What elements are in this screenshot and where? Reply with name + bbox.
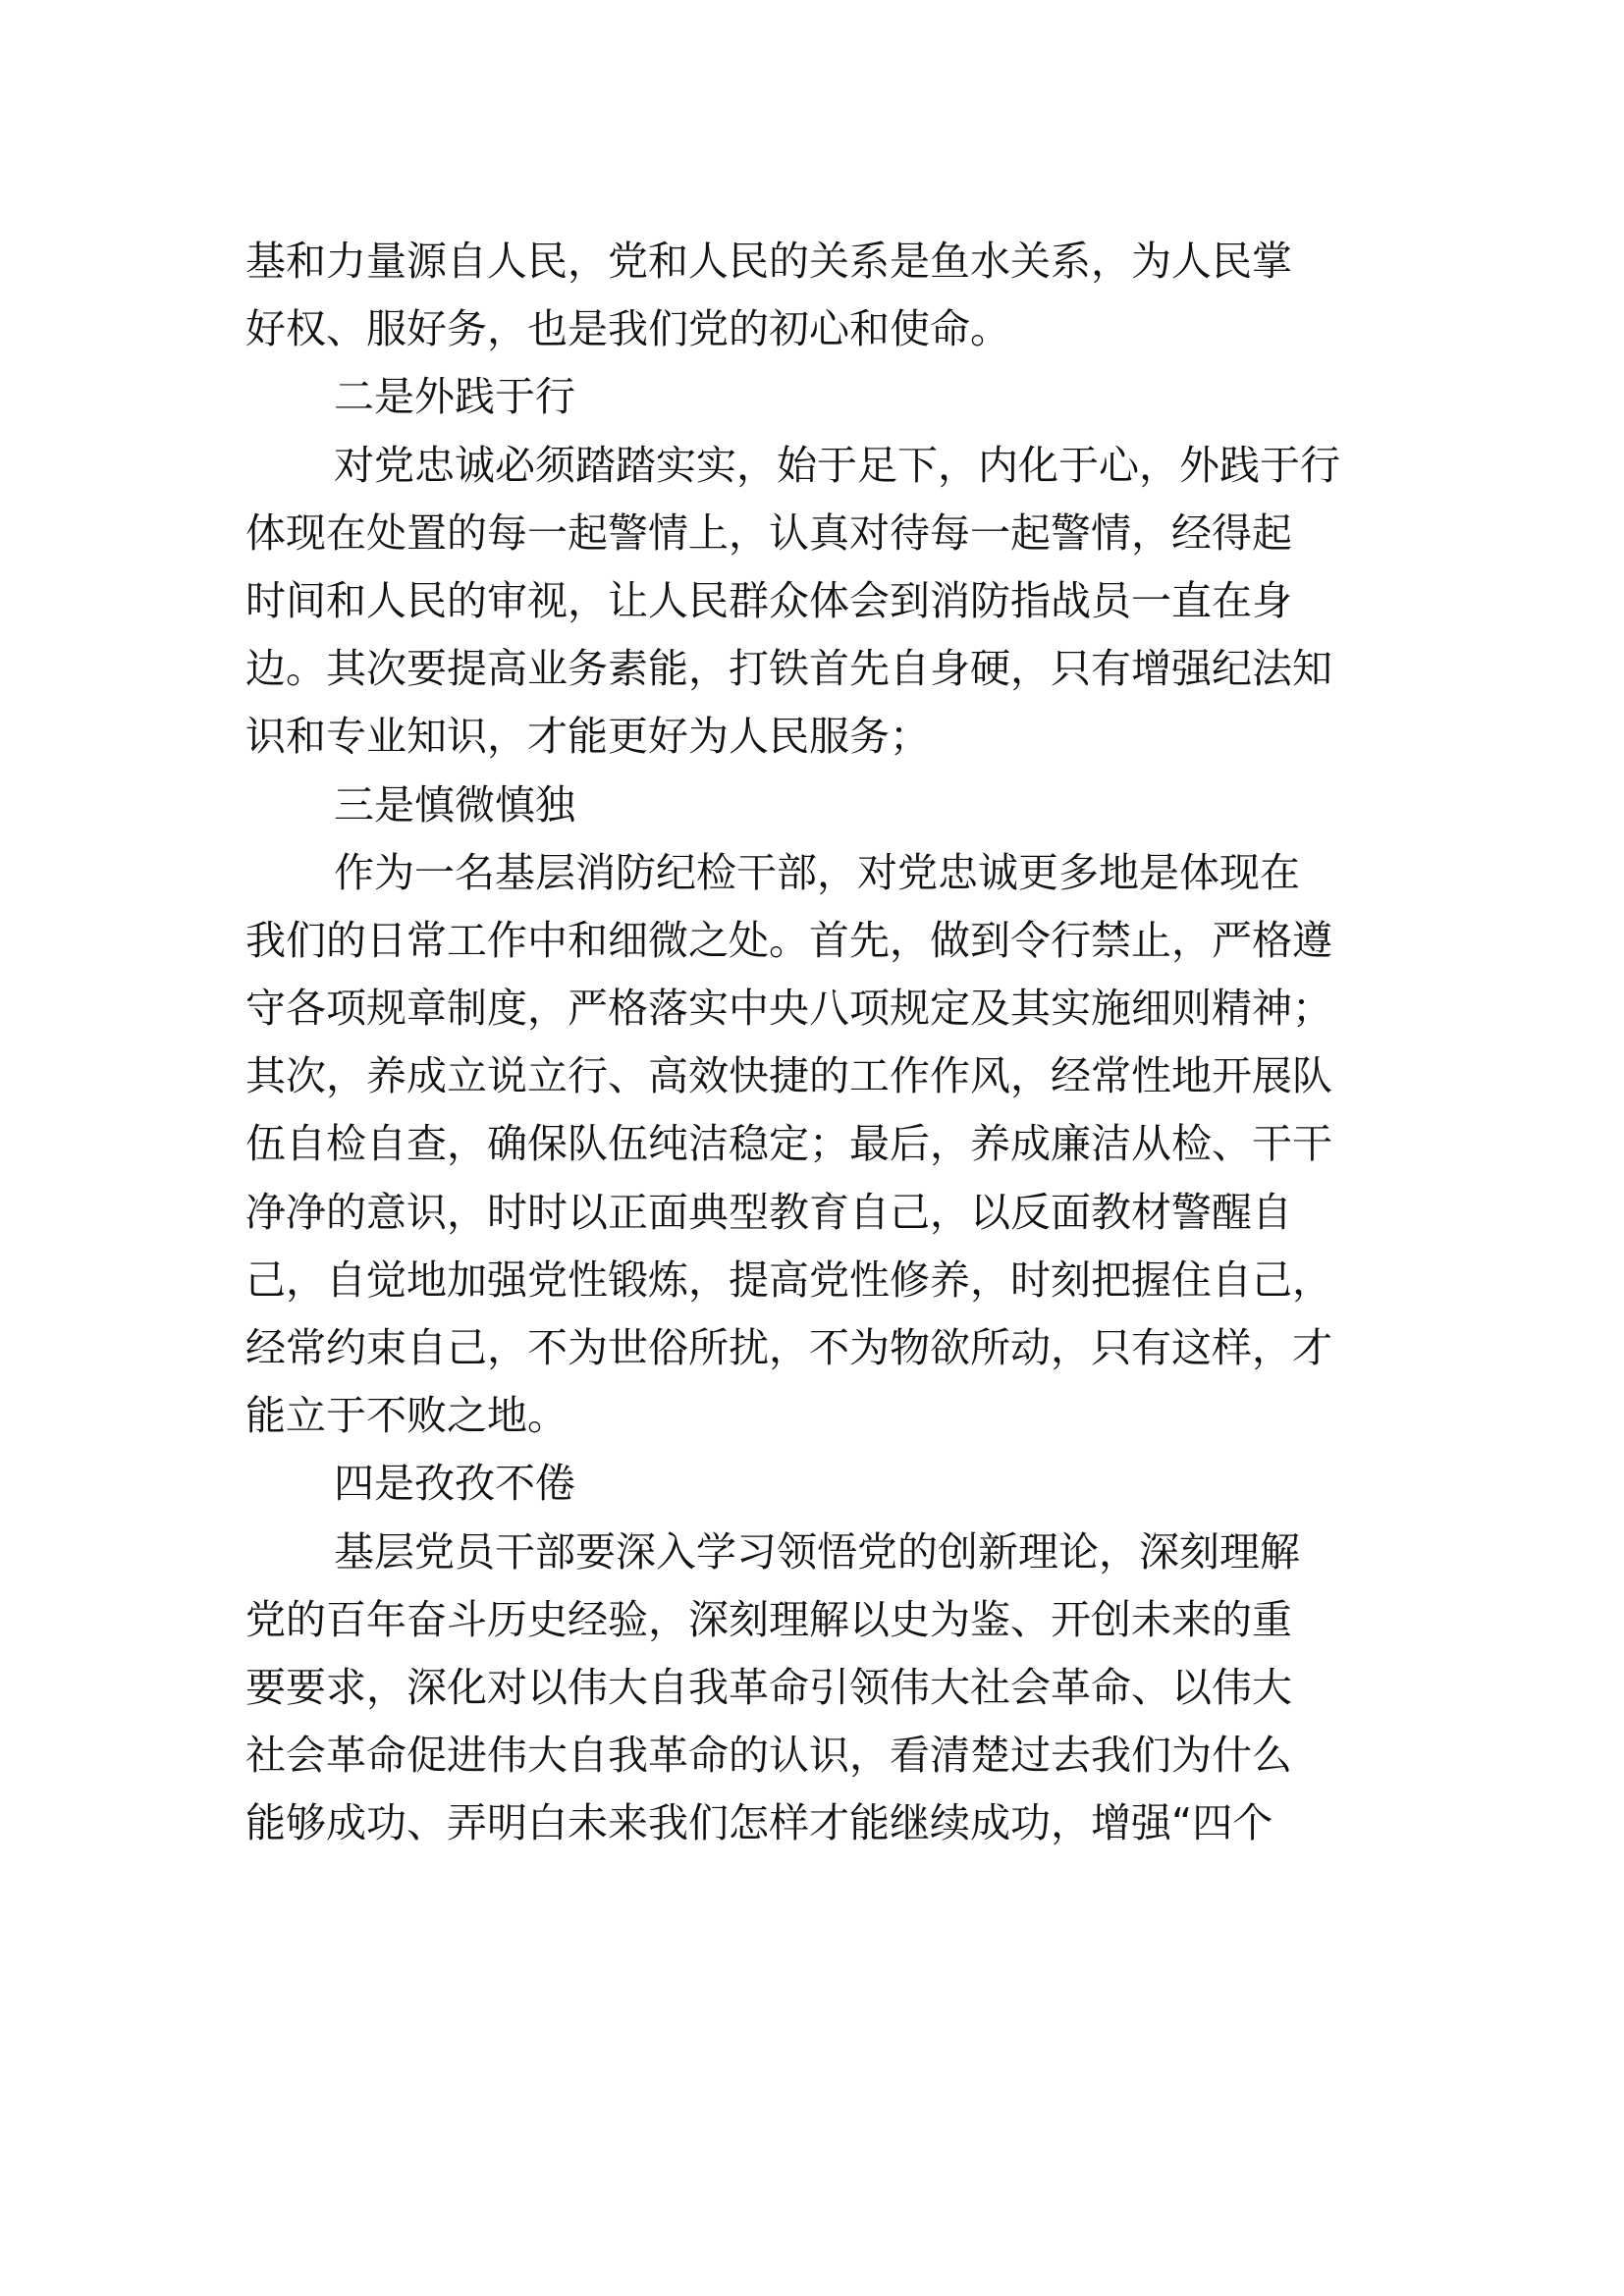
body-line: 好权、服好务，也是我们党的初心和使命。: [245, 305, 1010, 353]
body-line: 伍自检自查，确保队伍纯洁稳定；最后，养成廉洁从检、干干: [245, 1120, 1332, 1168]
body-line: 我们的日常工作中和细微之处。首先，做到令行禁止，严格遵: [245, 916, 1332, 964]
body-line: 时间和人民的审视，让人民群众体会到消防指战员一直在身: [245, 576, 1292, 624]
paragraph-start: 作为一名基层消防纪检干部，对党忠诚更多地是体现在: [334, 848, 1300, 896]
paragraph-start: 对党忠诚必须踏踏实实，始于足下，内化于心，外践于行: [334, 441, 1340, 489]
body-line: 能立于不败之地。: [245, 1392, 568, 1440]
body-line: 己，自觉地加强党性锻炼，提高党性修养，时刻把握住自己，: [245, 1255, 1332, 1304]
body-line: 守各项规章制度，严格落实中央八项规定及其实施细则精神；: [245, 985, 1332, 1033]
section-heading-3: 三是慎微慎独: [334, 780, 575, 828]
body-line: 经常约束自己，不为世俗所扰，不为物欲所动，只有这样，才: [245, 1324, 1332, 1371]
section-heading-4: 四是孜孜不倦: [334, 1460, 575, 1508]
section-heading-2: 二是外践于行: [334, 373, 575, 421]
body-line: 边。其次要提高业务素能，打铁首先自身硬，只有增强纪法知: [245, 645, 1332, 693]
body-line: 基和力量源自人民，党和人民的关系是鱼水关系，为人民掌: [245, 238, 1292, 285]
document-page: [245, 228, 1394, 1858]
body-line: 能够成功、弄明白未来我们怎样才能继续成功，增强“四个: [245, 1799, 1273, 1847]
body-line: 党的百年奋斗历史经验，深刻理解以史为鉴、开创未来的重: [245, 1595, 1292, 1643]
body-line: 净净的意识，时时以正面典型教育自己，以反面教材警醒自: [245, 1188, 1292, 1236]
paragraph-start: 基层党员干部要深入学习领悟党的创新理论，深刻理解: [334, 1527, 1300, 1575]
body-line: 其次，养成立说立行、高效快捷的工作作风，经常性地开展队: [245, 1052, 1332, 1100]
body-line: 要要求，深化对以伟大自我革命引领伟大社会革命、以伟大: [245, 1663, 1292, 1711]
body-line: 识和专业知识，才能更好为人民服务；: [245, 713, 930, 761]
body-line: 社会革命促进伟大自我革命的认识，看清楚过去我们为什么: [245, 1732, 1292, 1780]
body-line: 体现在处置的每一起警情上，认真对待每一起警情，经得起: [245, 508, 1292, 557]
